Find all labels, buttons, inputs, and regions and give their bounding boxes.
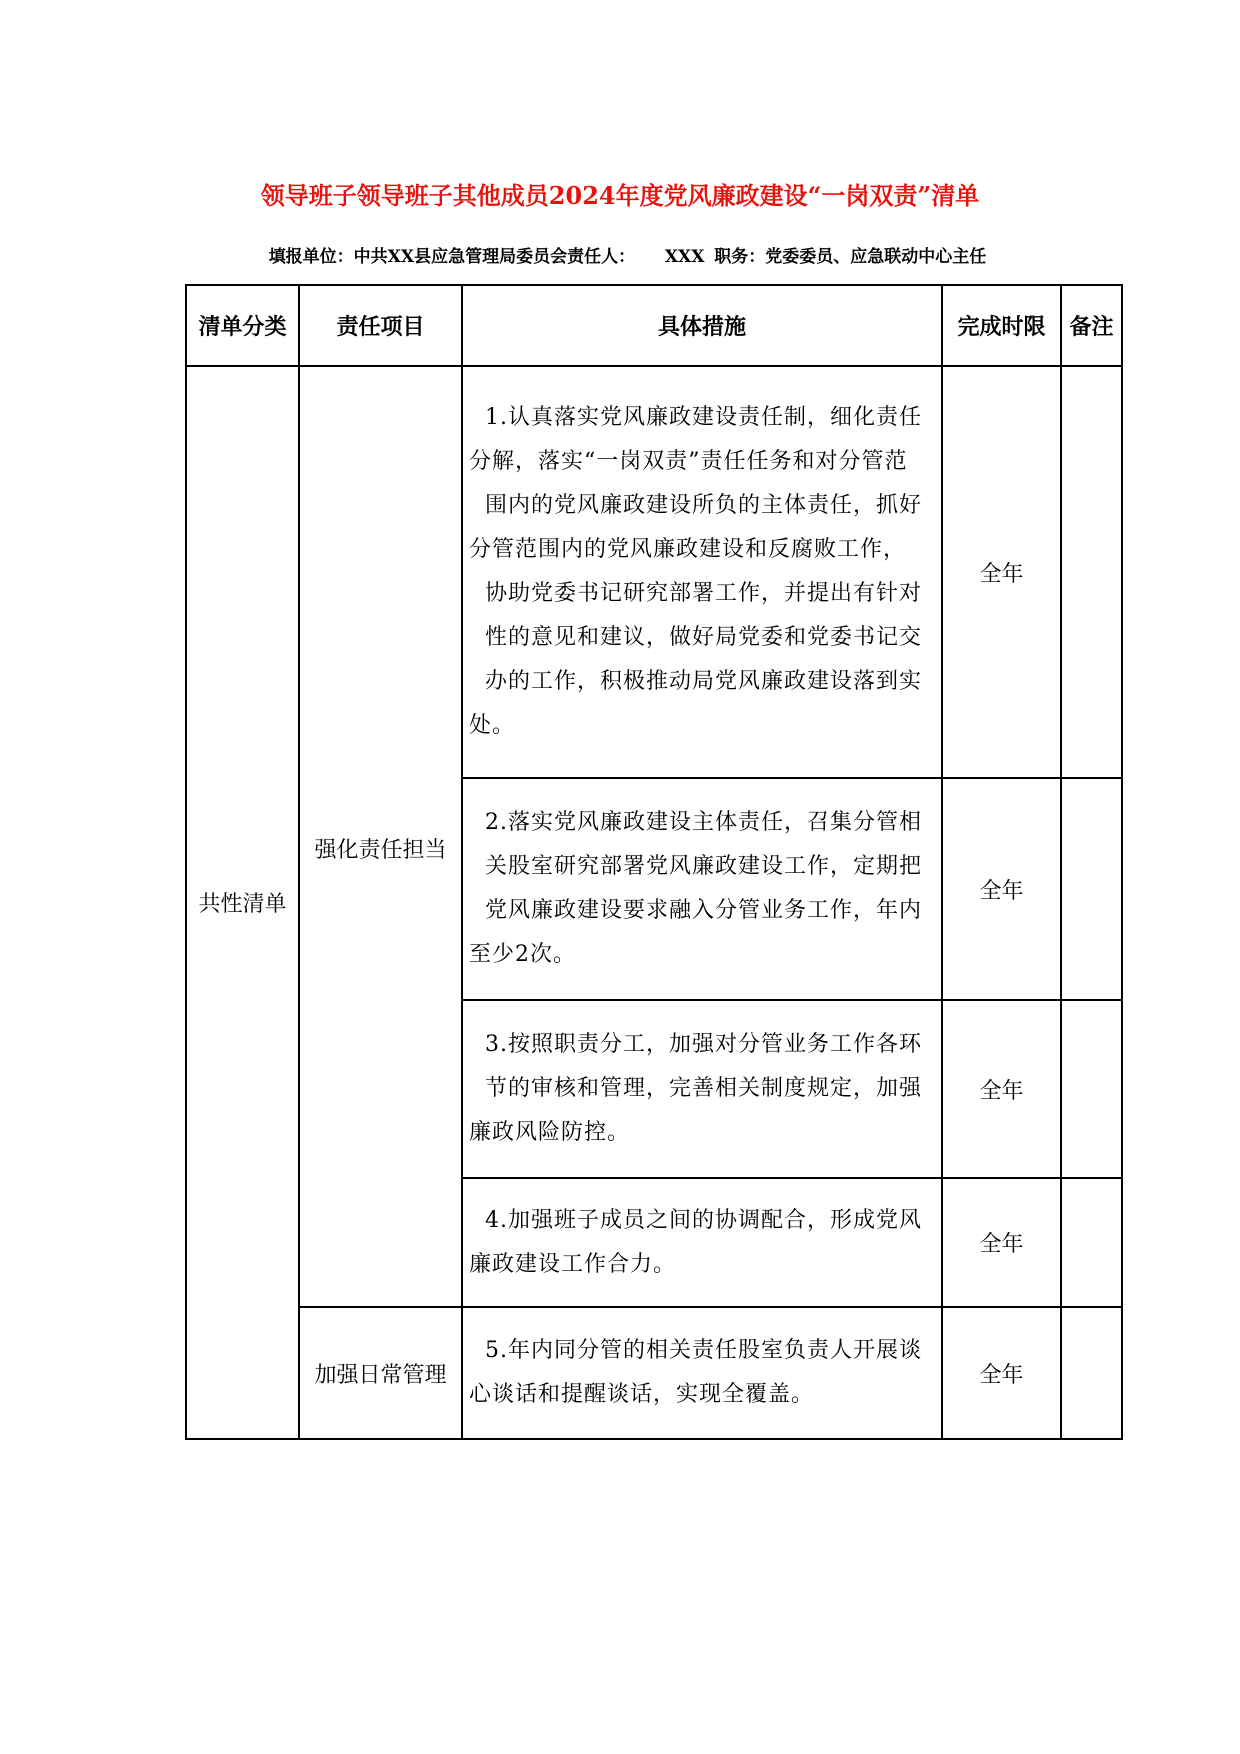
- project-cell: 加强日常管理: [314, 1362, 447, 1388]
- table-border-right: [1121, 284, 1123, 1440]
- measure-line: 2.落实党风廉政建设主体责任，召集分管相: [469, 810, 922, 835]
- measure-cell: [463, 1179, 941, 1306]
- measure-line: 关股室研究部署党风廉政建设工作，定期把: [469, 854, 922, 879]
- measure-line: 1.认真落实党风廉政建设责任制，细化责任: [469, 405, 922, 430]
- measure-line: 党风廉政建设要求融入分管业务工作，年内: [469, 898, 922, 923]
- table-border-bottom: [186, 1438, 1123, 1440]
- measure-line: 心谈话和提醒谈话，实现全覆盖。: [469, 1382, 815, 1407]
- remark-cell: [1062, 1308, 1121, 1438]
- measure-line: 协助党委书记研究部署工作，并提出有针对: [469, 581, 922, 606]
- measure-cell: [463, 779, 941, 999]
- header-remark: 备注: [1069, 314, 1114, 340]
- header-category: 清单分类: [198, 314, 287, 340]
- measure-cell: [463, 1001, 941, 1177]
- remark-cell: [1062, 1001, 1121, 1177]
- header-deadline: 完成时限: [957, 314, 1046, 340]
- document-subtitle: 填报单位：中共XX县应急管理局委员会责任人： XXX 职务：党委委员、应急联动中心主任: [268, 247, 987, 267]
- header-project: 责任项目: [336, 314, 425, 340]
- measure-line: 分管范围内的党风廉政建设和反腐败工作，: [469, 537, 907, 562]
- measure-line: 围内的党风廉政建设所负的主体责任，抓好: [469, 493, 922, 518]
- remark-cell: [1062, 367, 1121, 777]
- remark-cell: [1062, 1179, 1121, 1306]
- deadline-cell: 全年: [979, 1232, 1024, 1257]
- measure-line: 5.年内同分管的相关责任股室负责人开展谈: [469, 1338, 922, 1363]
- measure-cell: [463, 367, 941, 777]
- header-measures: 具体措施: [657, 314, 746, 340]
- measure-line: 4.加强班子成员之间的协调配合，形成党风: [469, 1207, 922, 1233]
- measure-line: 节的审核和管理，完善相关制度规定，加强: [469, 1076, 922, 1101]
- measure-line: 处。: [469, 713, 516, 738]
- project-cell: 强化责任担当: [314, 838, 447, 863]
- measure-line: 性的意见和建议，做好局党委和党委书记交: [469, 625, 922, 650]
- deadline-cell: 全年: [979, 1362, 1024, 1388]
- measure-line: 分解，落实“一岗双责”责任任务和对分管范: [469, 449, 908, 474]
- measure-line: 廉政风险防控。: [469, 1120, 631, 1145]
- category-cell: 共性清单: [198, 892, 287, 917]
- measure-line: 廉政建设工作合力。: [469, 1251, 677, 1277]
- deadline-cell: 全年: [979, 878, 1024, 904]
- deadline-cell: 全年: [979, 561, 1024, 587]
- document-title: 领导班子领导班子其他成员2024年度党风廉政建设“一岗双责”清单: [260, 181, 980, 210]
- measure-line: 3.按照职责分工，加强对分管业务工作各环: [469, 1032, 922, 1057]
- deadline-cell: 全年: [979, 1078, 1024, 1104]
- measure-line: 办的工作，积极推动局党风廉政建设落到实: [469, 669, 922, 694]
- measure-line: 至少2次。: [469, 942, 576, 967]
- measure-cell: [463, 1308, 941, 1438]
- remark-cell: [1062, 779, 1121, 999]
